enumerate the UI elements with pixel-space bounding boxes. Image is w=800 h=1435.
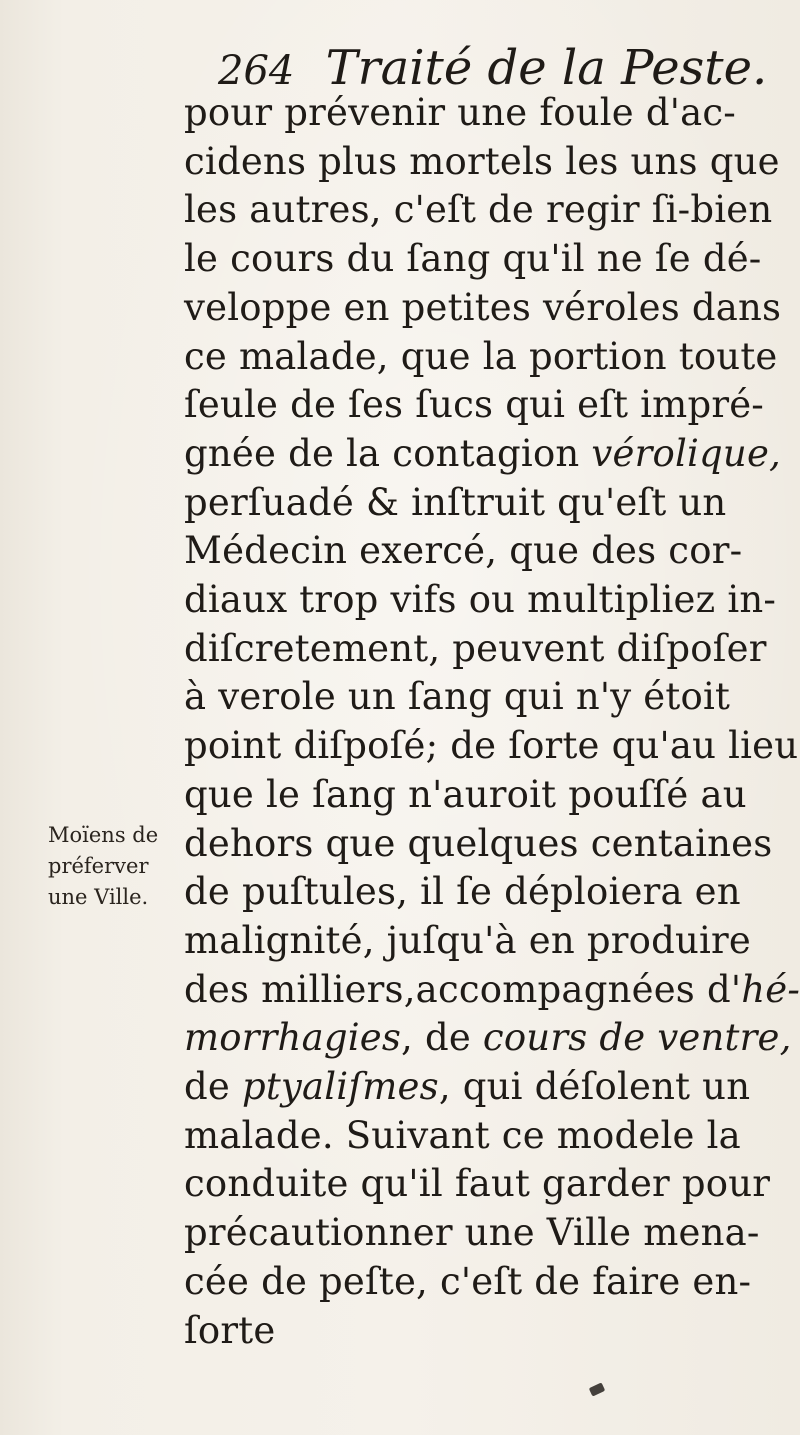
- italic-text: cours de ventre,: [482, 1016, 792, 1060]
- margin-note-line: une Ville.: [48, 885, 149, 909]
- text-run: conduite qu'il faut garder pour: [184, 1162, 771, 1206]
- text-run: ſeule de ſes ſucs qui eſt impré-: [184, 383, 765, 427]
- italic-text: vérolique,: [591, 431, 782, 475]
- text-run: les autres, c'eſt de regir ſi-bien: [184, 188, 773, 232]
- text-run: cidens plus mortels les uns que: [184, 139, 780, 183]
- text-line: [184, 479, 794, 528]
- text-run: dehors que quelques centaines: [184, 821, 773, 865]
- text-run: des milliers,accompagnées d': [184, 967, 742, 1011]
- text-line: [184, 1063, 794, 1112]
- italic-text: morrhagies: [184, 1016, 402, 1060]
- text-line: [184, 576, 794, 625]
- text-run: ce malade, que la portion toute: [184, 334, 778, 378]
- text-line: [184, 235, 794, 284]
- text-line: [184, 1014, 794, 1063]
- text-line: [184, 771, 794, 820]
- text-run: le cours du ſang qu'il ne ſe dé-: [184, 237, 762, 281]
- text-run: point diſpoſé; de ſorte qu'au lieu: [184, 724, 799, 768]
- margin-note: [48, 820, 178, 913]
- body-text: [184, 89, 800, 1355]
- text-run: , qui déſolent un: [438, 1065, 751, 1109]
- text-line: [184, 430, 794, 479]
- text-line: [184, 527, 794, 576]
- text-run: diſcretement, peuvent diſpoſer: [184, 626, 767, 670]
- text-line: [184, 1209, 794, 1258]
- text-run: précautionner une Ville mena-: [184, 1211, 760, 1255]
- text-line: [184, 1160, 794, 1209]
- text-line: [184, 966, 800, 1015]
- text-line: [184, 186, 794, 235]
- italic-text: hé-: [741, 967, 800, 1011]
- text-line: [184, 1307, 794, 1356]
- text-line: [184, 868, 794, 917]
- text-run: diaux trop vifs ou multipliez in-: [184, 578, 777, 622]
- text-line: [184, 89, 794, 138]
- italic-text: ptyaliſmes: [241, 1065, 439, 1109]
- text-run: Médecin exercé, que des cor-: [184, 529, 743, 573]
- text-run: , de: [401, 1016, 483, 1060]
- text-run: gnée de la contagion: [184, 431, 592, 475]
- text-run: ſorte: [184, 1308, 276, 1352]
- text-line: [184, 722, 799, 771]
- text-line: [184, 625, 794, 674]
- ink-mark: [589, 1382, 605, 1396]
- text-line: [184, 917, 794, 966]
- text-run: de puſtules, il ſe déploiera en: [184, 870, 741, 914]
- text-run: pour prévenir une foule d'ac-: [184, 91, 736, 134]
- text-line: [184, 284, 794, 333]
- text-run: malignité, juſqu'à en produire: [184, 918, 752, 962]
- margin-note-line: Moïens de: [48, 823, 159, 847]
- text-line: [184, 820, 794, 869]
- text-line: [184, 138, 794, 187]
- text-run: que le ſang n'auroit pouſſé au: [184, 772, 747, 816]
- text-run: cée de peſte, c'eſt de faire en-: [184, 1259, 752, 1303]
- page-number: 264: [218, 48, 295, 94]
- text-line: [184, 381, 794, 430]
- running-title: Traité de la Peste.: [325, 40, 768, 96]
- text-line: [184, 1112, 794, 1161]
- text-line: [184, 673, 794, 722]
- margin-note-line: préferver: [48, 854, 149, 878]
- text-run: de: [184, 1065, 242, 1109]
- text-line: [184, 333, 794, 382]
- text-line: [184, 1258, 794, 1307]
- text-run: à verole un ſang qui n'y étoit: [184, 675, 731, 719]
- text-run: perſuadé & inſtruit qu'eſt un: [184, 480, 727, 524]
- text-run: malade. Suivant ce modele la: [184, 1113, 741, 1157]
- text-run: veloppe en petites véroles dans: [184, 285, 782, 329]
